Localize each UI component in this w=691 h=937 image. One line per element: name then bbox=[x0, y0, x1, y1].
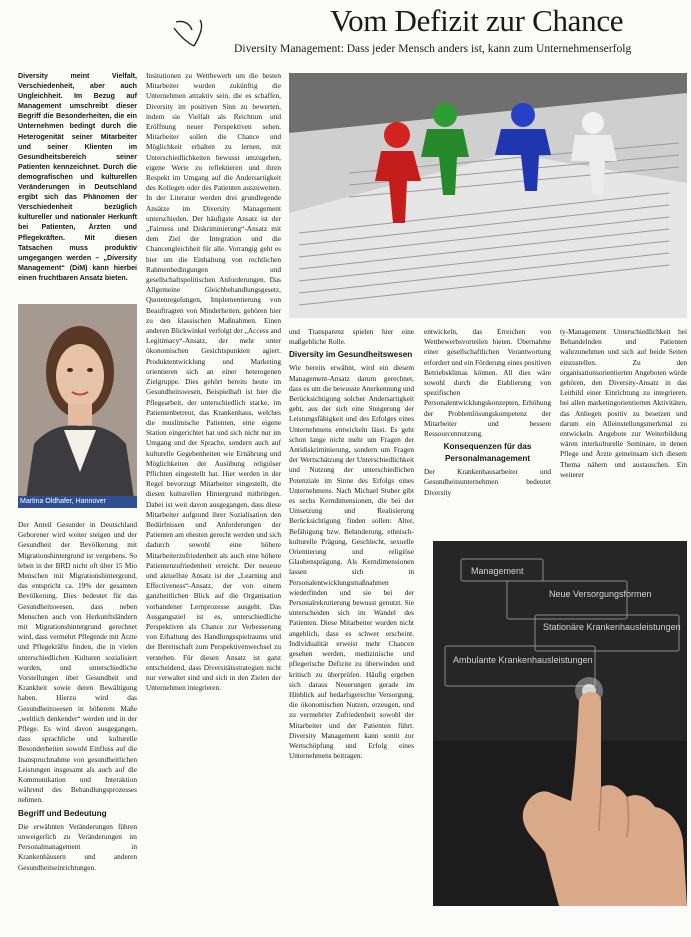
diagram-label: Management bbox=[471, 566, 524, 576]
author-portrait bbox=[18, 304, 137, 499]
diagram-label: Ambulante Krankenhausleistungen bbox=[453, 655, 593, 665]
article-column-3 bbox=[289, 327, 414, 933]
body-text: entwickeln, das Erreichen von Wettbewerbsvorteilen bieten. Übernahme einer gesellschaftlichen Verantwortung erfordert und ein Förderung eines positiven Betriebsklimas können. All dies wäre sowohl durch die Etablierung von spezifischen Personalentwicklungskonzepten, Erhöhung der Problemlösungskompetenz der Mitarbeiter und bessere Ressourcennutzung. bbox=[424, 327, 551, 439]
diagram-label: Neue Versorgungsformen bbox=[549, 589, 652, 599]
section-heading: Diversity im Gesundheitswesen bbox=[289, 350, 413, 360]
article-column-2 bbox=[146, 71, 281, 933]
pen-scribble bbox=[170, 16, 210, 52]
portrait-caption: Martina Oldhafer, Hannover bbox=[18, 496, 137, 508]
article-column-5 bbox=[560, 327, 687, 517]
section-heading: Konsequenzen für das Personalmanagement bbox=[443, 442, 532, 464]
article-column-1 bbox=[18, 520, 137, 872]
touchscreen-photo bbox=[433, 541, 687, 906]
headline: Vom Defizit zur Chance bbox=[330, 3, 624, 38]
body-text: Der Anteil Gesunder in Deutschland Geborener wird weiter steigen und der Gesundheit der Bevölkerung mit Migrationshintergrund ist vergebens. So leben in der BRD nicht oft über 15 Mio Menschen mit Migrationshintergrund, das entspricht ca. 19% der gesamten Bevölkerung. Dies bedeutet für das Gesundheitswesen, dass neben Menschen auch von Herkunftsländern mit Migrationshintergrund gerechnet wird, dass vermehrt Pflegende mit Ärzte und Pflegekräfte finden, die in vielen unterschiedlichen Kulturen sozialisiert wurden, und unterschiedliche Vorstellungen über Gesundheit und Krankheit sowie deren Bewältigung haben. Hierzu wird das Gesundheitswesen in höherem Maße „weltlich denkender“ werden und in der Pflege. Es wird davon ausgegangen, dass sprachliche und kulturelle Besonderheiten sowohl Einfluss auf die Inanspruchnahme von gesundheitlichen Leistungen insgesamt als auch auf die Kommunikation und Interaktion während des Behandlungsprozesses nehmen. bbox=[18, 520, 137, 805]
article-column-4 bbox=[424, 327, 551, 517]
article-lead: Diversity meint Vielfalt, Verschiedenheit, aber auch Ungleichheit. Im Bezug auf Management umschreibt dieser Begriff die Besonderheiten, die ein Unternehmen bedingt durch die Heterogenität seiner Mitarbeiter und seiner Klienten im Gesundheitsbereich seiner Patienten kennzeichnet. Durch die demografischen und kulturellen Veränderungen in Deutschland ergibt sich das Phänomen der Verschiedenheit bezüglich kultureller und nationaler Herkunft bei Patienten, Ärzten und Pflegekräften. Mit diesen Tatsachen muss produktiv umgegangen werden – „Diversity Management“ (DiM) kann hierbei einen fruchtbaren Ansatz bieten. bbox=[18, 72, 137, 282]
body-text: Der Krankenhausarbeiter und Gesundheitsunternehmen bedeutet Diversity bbox=[424, 467, 551, 497]
body-text: Wie bereits erwähnt, wird ein diesem Management-Ansatz darum gerechnet, dass es um die bewusste Anerkennung und Berücksichtigung solcher Andersartigkeit geht, aus der sich eine Steigerung der Leistungsfähigkeit und des Erfolges eines Unternehmens entwickeln lässt. Es geht schon lange nicht mehr um Fragen der Antidiskriminierung, sondern um Fragen der Wertschätzung der Unterschiedlichkeit und Nutzung der unterschiedlichen Potenziale im Sinne des Erfolgs eines Unternehmens. Nach Michael Stuber gibt es sechs Kerndimensionen, die bei der Umsetzung und Realisierung Berücksichtigung finden sollen: Alter, Befähigung bzw. Behinderung, ethnisch-kulturelle Prägung, Geschlecht, sexuelle Orientierung und religiöse Glaubensprägung. Als Kerndimensionen lassen sich in Personalentwicklungsmaßnahmen wiederfinden und sie bei der Personalrekrutierung bewusst genutzt. Sie unterscheiden sich im Wandel des Patienten. Diese Mitarbeiter wurden nicht angeblich, dass es schwer erscheint. Individualität erweist mehr Chancen gesehen werden, medizinische und pflegerische Defizite zu überwinden und kritisch zu überprüfen. Häufig ergeben sich daraus Neuerungen gerade im Hinblick auf bedarfsgerechte Versorgung, die ökonomischen Nutzen, erzeugen, und zu vermehrter Zufriedenheit sowohl der Mitarbeiter und der Patienten führt. Diversity Management kann somit zur Wertschöpfung und Erfolg eines Unternehmens beitragen. bbox=[289, 363, 414, 761]
body-text: ty-Management Unterschiedlichkeit bei Behandelnden und Patienten wahrzunehmen und sich auf beide Seiten einzustellen. Zu den organisationsorientierten Angeboten würde gehören, den Diversity-Ansatz in das Leitbild einer Einrichtung zu integrieren, bei allen marketingorientierten Aktivitäten, das Anliegen positiv zu besetzen und darum ein Alleinstellungsmerkmal zu entwickeln. Angebote zur Weiterbildung wären interkulturelle Seminare, in denen Pflege und Ärzte gemeinsam sich diesem Thema nähern und austauschen. Ein weiterer bbox=[560, 327, 687, 479]
body-text: Insitutionen zu Wettbewerb um die besten Mitarbeiter wurden zukünftig die Unternehmen attraktiv sein, die es schaffen, Diversity im positiven Sinn zu bewerten, indem sie Vielfalt als Reichtum und Eröffnung neuer Perspektiven sehen. Mitarbeiter sollen die Chance und Möglichkeit erhalten zu lernen, mit Unterschiedlichkeiten bewusst umzugehen, eigene Werte zu reflektieren und ihren Respekt im Umgang auf die Andersartigkeit des Kollegen oder des Patienten auszuweiten. In der Literatur werden drei grundlegende Ansätze im Diversity Management unterschieden. Der häufigste Ansatz ist der „Fairness und Diskriminierung“-Ansatz mit dem Ziel der Integration und die Chancengleichheit für alle. Vorrangig geht es hier um die Einhaltung von rechtlichen Rahmenbedingungen und gesellschaftspolitischen Anforderungen. Das Allgemeine Gleichbehandlungsgesetz, Quotenregelungen, Implementierung von Beauftragten von Minderheiten, gehören hier zu den klassischen Maßnahmen. Einen anderen Blickwinkel verfolgt der „Access and Legitimacy“-Ansatz, der mehr unter ökonomischen Gesichtspunkten agiert. Produktentwicklung und Marketing orientieren sich an einer heterogenen Zielgruppe. Dies gehört bereits heute im Gesundheitswesen, Beispielhaft ist hier die Pflegearbeit, der unterschiedlich starke, im Patientenbetreut, das Krankenhaus, welches die muslimische Patienten, eine eigene Station eingerichtet hat und sich nicht nur im Umgang und der Sprache, sondern auch auf kulturelle Gegebenheiten wie Ernährung und Möglichkeiten der Ausübung religiöser Pflichten eingestellt hat. Hier werden in der Regel bevorzugt Mitarbeiter eingestellt, die diesen kulturellen Hintergrund mitbringen. Dabei ist weit davon ausgegangen, dass diese Mitarbeiter aufgrund ihrer Sozialisation den Bedürfnissen und Anforderungen der Patienten am ehesten gerecht werden und sich dadurch sowohl eine höhere Mitarbeiterzufriedenheit als auch eine höhere Patientenzufriedenheit erreicht. Der neueste und aktuellste Ansatz ist der „Learning and Effectiveness“-Ansatz, der von einem ganzheitlichen Blick auf die Organisation vorhandener Lernprozesse ausgeht. Das Ausgangsziel ist es, unterschiedliche Perspektiven als Chance zur Verbesserung von Erhaltung des Handlungsspielraums und der Bereitschaft zum Perspektivenwechsel zu verstehen. Für diesen Ansatz ist ganz entscheidend, dass Diversitätsstrategien nicht nur verwaltet sind und sich in den Zielen der Unternehmen integrieren. bbox=[146, 71, 281, 693]
section-heading: Begriff und Bedeutung bbox=[18, 808, 107, 818]
diagram-label: Stationäre Krankenhausleistungen bbox=[543, 622, 681, 632]
paper-figures-photo bbox=[289, 73, 687, 318]
subheadline: Diversity Management: Dass jeder Mensch anders ist, kann zum Unternehmenserfolg bbox=[234, 42, 632, 55]
body-text: Die erwähnten Veränderungen führen unweigerlich zu Veränderungen im Personalmanagement in Krankenhäusern und anderen Gesundheitseinrichtungen. bbox=[18, 821, 137, 872]
body-text: und Transparenz spielen hier eine maßgebliche Rolle. bbox=[289, 327, 414, 347]
